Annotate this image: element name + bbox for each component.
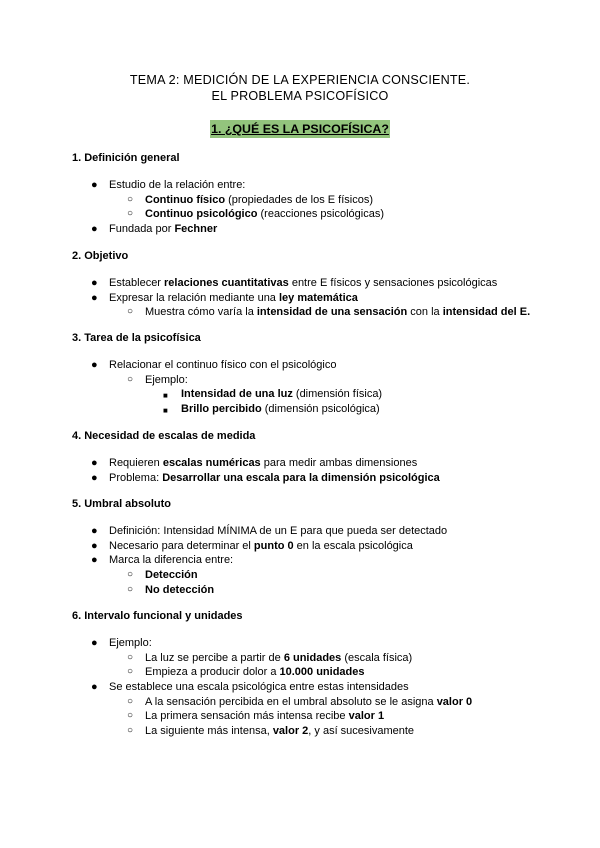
list-item: Continuo psicológico (reacciones psicológicas) [145, 208, 384, 220]
list-item: Ejemplo: [145, 374, 188, 386]
list-item: Ejemplo: [109, 637, 152, 649]
list-item: Fundada por Fechner [109, 223, 218, 235]
heading-escalas: 4. Necesidad de escalas de medida [72, 430, 256, 442]
list-item: Expresar la relación mediante una ley matemática [109, 292, 358, 304]
bullet-circle: ○ [127, 208, 134, 219]
list-item: Marca la diferencia entre: [109, 554, 234, 566]
heading-tarea: 3. Tarea de la psicofísica [72, 332, 201, 344]
list-item: Estudio de la relación entre: [109, 179, 246, 191]
list-item: A la sensación percibida en el umbral absoluto se le asigna valor 0 [145, 696, 473, 708]
list-item: Definición: Intensidad MÍNIMA de un E para que pueda ser detectado [109, 525, 448, 537]
bullet-dot: ● [91, 292, 98, 304]
bullet-circle: ○ [127, 374, 134, 385]
bullet-circle: ○ [127, 194, 134, 205]
bullet-square: ■ [163, 391, 168, 400]
heading-intervalo: 6. Intervalo funcional y unidades [72, 610, 243, 622]
list-item: Establecer relaciones cuantitativas entre E físicos y sensaciones psicológicas [109, 277, 498, 289]
list-item: La primera sensación más intensa recibe valor 1 [145, 710, 385, 722]
bullet-dot: ● [91, 681, 98, 693]
list-item: Se establece una escala psicológica entre estas intensidades [109, 681, 409, 693]
list-item: La luz se percibe a partir de 6 unidades (escala física) [145, 652, 413, 664]
list-item: La siguiente más intensa, valor 2, y así sucesivamente [145, 725, 415, 737]
bullet-dot: ● [91, 540, 98, 552]
heading-umbral: 5. Umbral absoluto [72, 498, 172, 510]
list-item: No detección [145, 584, 215, 596]
bullet-dot: ● [91, 223, 98, 235]
list-item: Muestra cómo varía la intensidad de una sensación con la intensidad del E. [145, 306, 531, 318]
list-item: Brillo percibido (dimensión psicológica) [181, 403, 380, 415]
bullet-circle: ○ [127, 725, 134, 736]
bullet-square: ■ [163, 406, 168, 415]
bullet-circle: ○ [127, 569, 134, 580]
title-line-1: TEMA 2: MEDICIÓN DE LA EXPERIENCIA CONSCIENTE. [129, 73, 471, 87]
heading-objetivo: 2. Objetivo [72, 250, 129, 262]
bullet-circle: ○ [127, 584, 134, 595]
bullet-dot: ● [91, 277, 98, 289]
list-item: Necesario para determinar el punto 0 en la escala psicológica [109, 540, 413, 552]
document-title [0, 72, 600, 104]
bullet-dot: ● [91, 525, 98, 537]
list-item: Requieren escalas numéricas para medir ambas dimensiones [109, 457, 418, 469]
bullet-circle: ○ [127, 306, 134, 317]
list-item: Problema: Desarrollar una escala para la dimensión psicológica [109, 472, 440, 484]
bullet-circle: ○ [127, 666, 134, 677]
heading-definicion: 1. Definición general [72, 152, 180, 164]
list-item: Empieza a producir dolor a 10.000 unidades [145, 666, 365, 678]
bullet-dot: ● [91, 472, 98, 484]
bullet-dot: ● [91, 554, 98, 566]
section-title-wrap [0, 120, 600, 138]
bullet-dot: ● [91, 457, 98, 469]
list-item: Intensidad de una luz (dimensión física) [181, 388, 383, 400]
section-title: 1. ¿QUÉ ES LA PSICOFÍSICA? [211, 122, 389, 136]
bullet-circle: ○ [127, 652, 134, 663]
bullet-circle: ○ [127, 710, 134, 721]
list-item: Relacionar el continuo físico con el psicológico [109, 359, 337, 371]
title-line-2: EL PROBLEMA PSICOFÍSICO [211, 89, 389, 103]
bullet-dot: ● [91, 359, 98, 371]
list-item: Continuo físico (propiedades de los E físicos) [145, 194, 374, 206]
bullet-dot: ● [91, 637, 98, 649]
list-item: Detección [145, 569, 198, 581]
bullet-circle: ○ [127, 696, 134, 707]
bullet-dot: ● [91, 179, 98, 191]
